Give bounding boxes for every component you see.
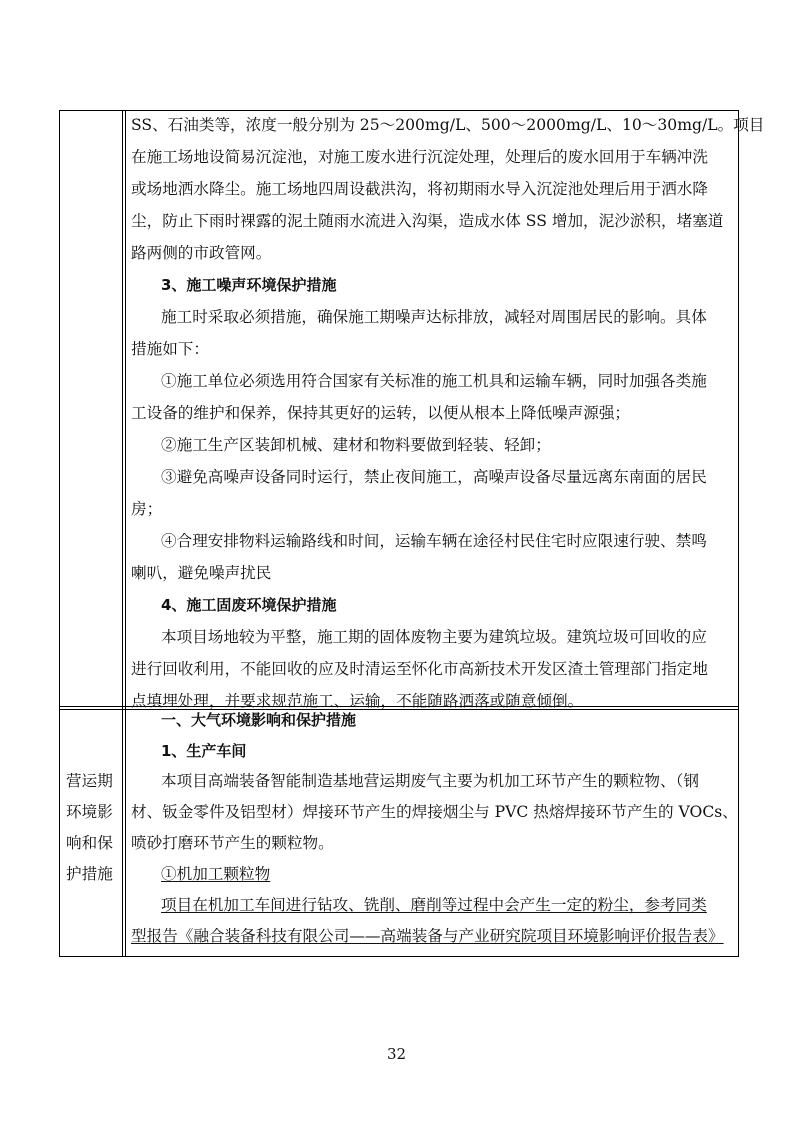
paragraph-line: 本项目高端装备智能制造基地营运期废气主要为机加工环节产生的颗粒物、（钢: [161, 772, 699, 790]
column-divider-inner: [125, 111, 126, 956]
column-divider: [122, 111, 123, 956]
side-label-line: 响和保: [66, 834, 113, 852]
paragraph-line: 本项目场地较为平整，施工期的固体废物主要为建筑垃圾。建筑垃圾可回收的应: [161, 628, 707, 646]
paragraph-line: 喇叭，避免噪声扰民: [131, 564, 272, 582]
side-label-line: 营运期: [66, 772, 113, 790]
section-heading-workshop: 1、生产车间: [161, 742, 247, 760]
paragraph-line: SS、石油类等，浓度一般分别为 25～200mg/L、500～2000mg/L、10～30mg/L。项目: [131, 116, 765, 134]
section-heading-noise: 3、施工噪声环境保护措施: [161, 276, 337, 294]
paragraph-line: 或场地洒水降尘。施工场地四周设截洪沟，将初期雨水导入沉淀池处理后用于洒水降: [131, 180, 708, 198]
section-heading-waste: 4、施工固废环境保护措施: [161, 596, 337, 614]
paragraph-line: 项目在机加工车间进行钻攻、铣削、磨削等过程中会产生一定的粉尘，参考同类: [161, 896, 707, 914]
page-number: 32: [386, 1045, 407, 1063]
side-label-line: 护措施: [66, 865, 113, 883]
paragraph-line: 工设备的维护和保养，保持其更好的运转，以便从根本上降低噪声源强；: [131, 404, 631, 422]
paragraph-line: 进行回收利用，不能回收的应及时清运至怀化市高新技术开发区渣土管理部门指定地: [131, 660, 708, 678]
paragraph-line: 型报告《融合装备科技有限公司——高端装备与产业研究院项目环境影响评价报告表》: [131, 927, 724, 945]
paragraph-line: 措施如下：: [131, 340, 209, 358]
paragraph-line: 尘，防止下雨时裸露的泥土随雨水流进入沟渠，造成水体 SS 增加，泥沙淤积，堵塞道: [131, 212, 724, 230]
side-label-line: 环境影: [66, 803, 113, 821]
paragraph-line: ②施工生产区装卸机械、建材和物料要做到轻装、轻卸；: [161, 436, 551, 454]
paragraph-line: ④合理安排物料运输路线和时间，运输车辆在途径村民住宅时应限速行驶、禁鸣: [161, 532, 707, 550]
paragraph-line: 材、钣金零件及铝型材）焊接环节产生的焊接烟尘与 PVC 热熔焊接环节产生的 VOCs、: [131, 803, 738, 821]
sub-heading-machining: ①机加工颗粒物: [161, 865, 271, 883]
paragraph-line: 点填埋处理，并要求规范施工、运输，不能随路洒落或随意倾倒。: [131, 692, 584, 710]
paragraph-line: 在施工场地设简易沉淀池，对施工废水进行沉淀处理，处理后的废水回用于车辆冲洗: [131, 148, 708, 166]
paragraph-line: 路两侧的市政管网。: [131, 244, 272, 262]
paragraph-line: 喷砂打磨环节产生的颗粒物。: [131, 834, 334, 852]
paragraph-line: ③避免高噪声设备同时运行，禁止夜间施工，高噪声设备尽量远离东南面的居民: [161, 468, 707, 486]
paragraph-line: ①施工单位必须选用符合国家有关标准的施工机具和运输车辆，同时加强各类施: [161, 372, 707, 390]
paragraph-line: 施工时采取必须措施，确保施工期噪声达标排放，减轻对周围居民的影响。具体: [161, 308, 707, 326]
paragraph-line: 房；: [131, 500, 163, 518]
section-heading-air: 一、大气环境影响和保护措施: [161, 711, 357, 729]
